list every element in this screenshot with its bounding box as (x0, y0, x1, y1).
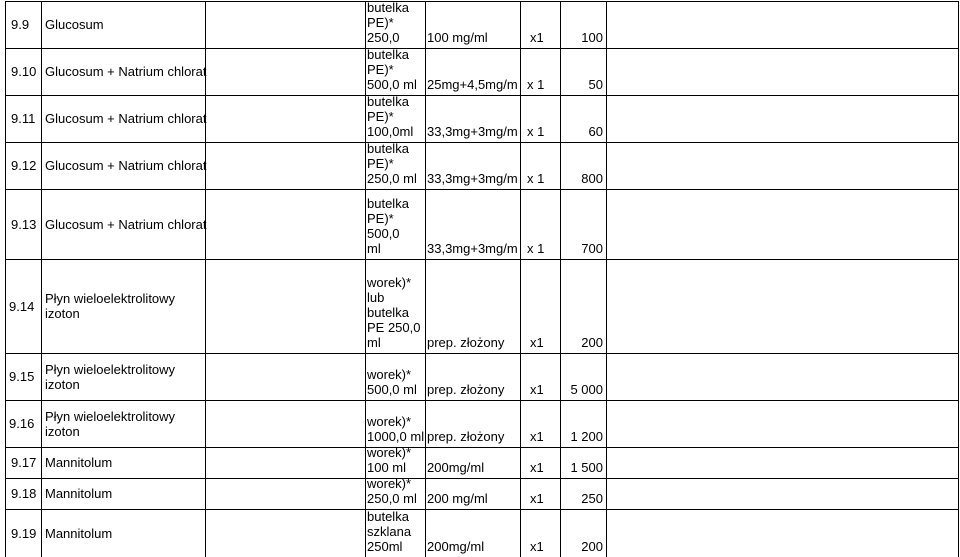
unit-multiplier: x 1 (527, 124, 545, 139)
row-number: 9.15 (9, 369, 35, 384)
packaging-line: 100,0ml (367, 124, 414, 139)
quantity: 60 (588, 124, 603, 139)
packaging-line: 1000,0 ml (367, 429, 425, 444)
row-number: 9.13 (11, 216, 37, 232)
packaging-line: PE 250,0 (367, 320, 421, 335)
product-name: Płyn wieloelektrolitowy (45, 291, 176, 306)
unit-multiplier: x1 (530, 491, 544, 506)
row-number: 9.11 (11, 111, 36, 126)
quantity: 50 (588, 77, 603, 92)
unit-multiplier: x1 (530, 30, 544, 45)
concentration: 33,3mg+3mg/m (427, 241, 518, 256)
packaging-line: worek)* (367, 275, 412, 290)
row-number: 9.14 (9, 298, 35, 314)
product-name: Glucosum + Natrium chlorat (45, 111, 207, 126)
unit-multiplier: x1 (530, 335, 544, 350)
row-number: 9.9 (11, 17, 30, 32)
product-name: Płyn wieloelektrolitowy (45, 408, 176, 424)
packaging-line: butelka (367, 0, 409, 15)
packaging-line: 500,0 ml (367, 77, 417, 92)
quantity: 1 500 (570, 460, 603, 475)
packaging-line: worek)* (367, 476, 412, 491)
quantity: 250 (581, 491, 603, 506)
row-number: 9.17 (11, 455, 37, 470)
unit-multiplier: x 1 (527, 171, 545, 186)
unit-multiplier: x1 (530, 382, 544, 397)
quantity: 1 200 (570, 429, 603, 444)
row-number: 9.19 (11, 525, 37, 541)
packaging-line: PE)* (367, 15, 394, 30)
packaging-line: 250,0 (367, 30, 400, 45)
packaging-line: 500,0 ml (367, 382, 417, 397)
packaging-line: ml (367, 335, 381, 350)
packaging-line: 250,0 ml (367, 171, 417, 186)
packaging-line: butelka (367, 94, 409, 109)
product-name: Glucosum (45, 17, 104, 32)
product-name: izoton (45, 423, 80, 439)
packaging-line: butelka (367, 305, 409, 320)
packaging-line: butelka (367, 509, 409, 524)
product-name: Glucosum + Natrium chlorat (45, 158, 207, 173)
packaging-line: butelka (367, 196, 409, 211)
packaging-line: PE)* (367, 62, 394, 77)
concentration: prep. złożony (427, 335, 505, 350)
unit-multiplier: x1 (530, 429, 544, 444)
packaging-line: ml (367, 241, 381, 256)
row-number: 9.10 (11, 64, 37, 79)
packaging-line: 500,0 (367, 226, 400, 241)
packaging-line: butelka (367, 141, 409, 156)
quantity: 200 (581, 335, 603, 350)
concentration: 25mg+4,5mg/m (427, 77, 518, 92)
quantity: 700 (581, 241, 603, 256)
unit-multiplier: x 1 (527, 241, 545, 256)
concentration: 200mg/ml (427, 539, 485, 554)
concentration: prep. złożony (427, 382, 505, 397)
row-number: 9.16 (9, 416, 35, 431)
packaging-line: worek)* (367, 414, 412, 429)
product-name: Mannitolum (45, 455, 113, 470)
packaging-line: 100 ml (367, 460, 407, 475)
product-name: Glucosum + Natrium chlorat (45, 216, 207, 232)
packaging-line: szklana (367, 524, 412, 539)
quantity: 800 (581, 171, 603, 186)
quantity: 100 (581, 30, 603, 45)
row-number: 9.12 (11, 158, 37, 173)
unit-multiplier: x 1 (527, 77, 545, 92)
row-number: 9.18 (11, 486, 37, 501)
packaging-line: worek)* (367, 367, 412, 382)
quantity: 200 (581, 539, 603, 554)
product-name: izoton (45, 376, 80, 392)
concentration: prep. złożony (427, 429, 505, 444)
product-name: Mannitolum (45, 486, 113, 501)
quantity: 5 000 (570, 382, 603, 397)
product-name: Mannitolum (45, 525, 113, 541)
concentration: 33,3mg+3mg/m (427, 171, 518, 186)
product-name: izoton (45, 306, 80, 321)
product-name: Glucosum + Natrium chlorat (45, 64, 207, 79)
unit-multiplier: x1 (530, 539, 544, 554)
packaging-line: 250ml (367, 539, 403, 554)
packaging-line: PE)* (367, 156, 394, 171)
concentration: 100 mg/ml (427, 30, 488, 45)
packaging-line: 250,0 ml (367, 491, 417, 506)
packaging-line: butelka (367, 47, 409, 62)
packaging-line: worek)* (367, 445, 412, 460)
product-name: Płyn wieloelektrolitowy (45, 361, 176, 377)
concentration: 200 mg/ml (427, 491, 488, 506)
packaging-line: PE)* (367, 211, 394, 226)
packaging-line: PE)* (367, 109, 394, 124)
unit-multiplier: x1 (530, 460, 544, 475)
concentration: 200mg/ml (427, 460, 485, 475)
packaging-line: lub (367, 290, 385, 305)
concentration: 33,3mg+3mg/m (427, 124, 518, 139)
